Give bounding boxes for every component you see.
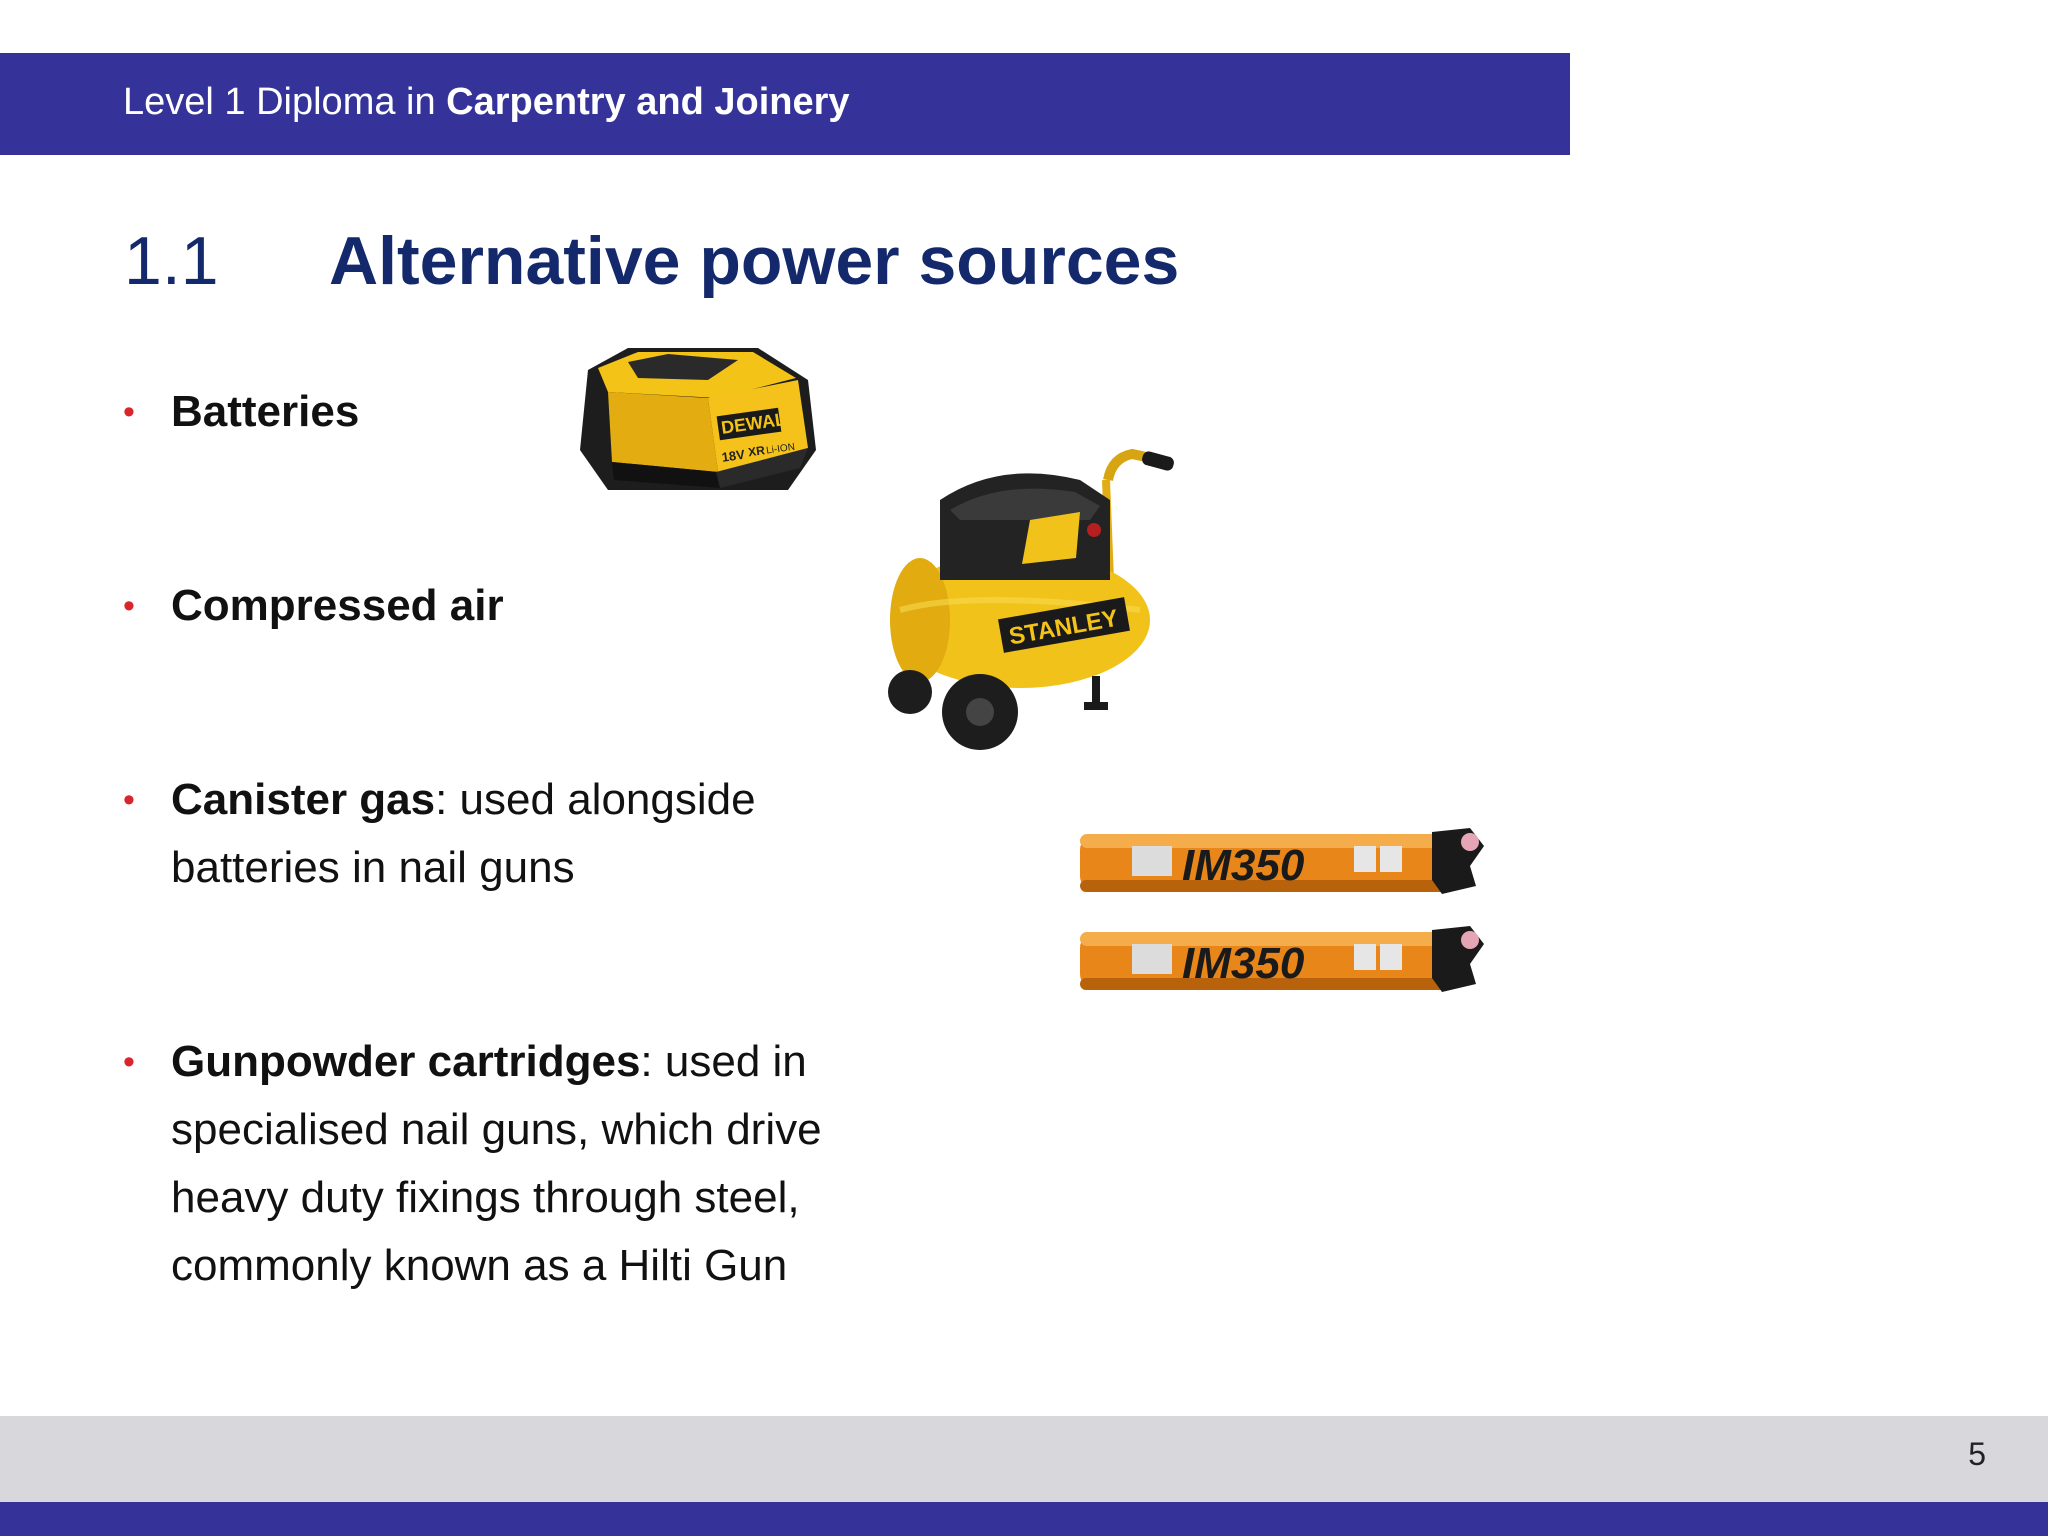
battery-brand-label: DEWALT bbox=[719, 407, 797, 438]
compressor-brand-label: STANLEY bbox=[1006, 604, 1121, 651]
page-number: 5 bbox=[1968, 1436, 1986, 1472]
section-number: 1.1 bbox=[124, 223, 219, 299]
battery-type-label: Li-ION bbox=[765, 441, 796, 457]
bullet-term: Compressed air bbox=[171, 581, 504, 630]
battery-line-label: XR bbox=[747, 443, 766, 460]
bullet-text bbox=[171, 572, 871, 640]
footer-strip bbox=[0, 1502, 2048, 1536]
section-title: Alternative power sources bbox=[329, 223, 1180, 299]
course-name: Carpentry and Joinery bbox=[446, 81, 850, 123]
canister-bottom bbox=[1080, 926, 1484, 992]
bullet-term: Gunpowder cartridges bbox=[171, 1037, 641, 1086]
bullet-dot-icon: • bbox=[123, 587, 135, 625]
canister-model-label: IM350 bbox=[1182, 841, 1305, 890]
slide-heading bbox=[124, 222, 1179, 300]
bullet-dot-icon: • bbox=[123, 393, 135, 431]
header-banner bbox=[0, 53, 1570, 155]
bullet-term: Batteries bbox=[171, 387, 360, 436]
bullet-text bbox=[171, 1028, 851, 1300]
course-title bbox=[123, 81, 850, 124]
canister-top bbox=[1080, 828, 1484, 894]
battery-image bbox=[568, 340, 832, 505]
bullet-description: : used alongside batteries in nail guns bbox=[171, 775, 756, 892]
compressor-image bbox=[880, 440, 1180, 752]
bullet-text bbox=[171, 766, 791, 902]
bullet-description: : used in specialised nail guns, which drive heavy duty fixings through steel, commonly known as a Hilti Gun bbox=[171, 1037, 822, 1290]
bullet-term: Canister gas bbox=[171, 775, 436, 824]
footer-bar bbox=[0, 1416, 2048, 1502]
canister-model-label: IM350 bbox=[1182, 939, 1305, 988]
bullet-dot-icon: • bbox=[123, 1043, 135, 1081]
gas-canisters-image bbox=[1072, 820, 1492, 1010]
bullet-dot-icon: • bbox=[123, 781, 135, 819]
battery-voltage-label: 18V bbox=[720, 446, 746, 465]
course-prefix: Level 1 Diploma in bbox=[123, 81, 447, 123]
